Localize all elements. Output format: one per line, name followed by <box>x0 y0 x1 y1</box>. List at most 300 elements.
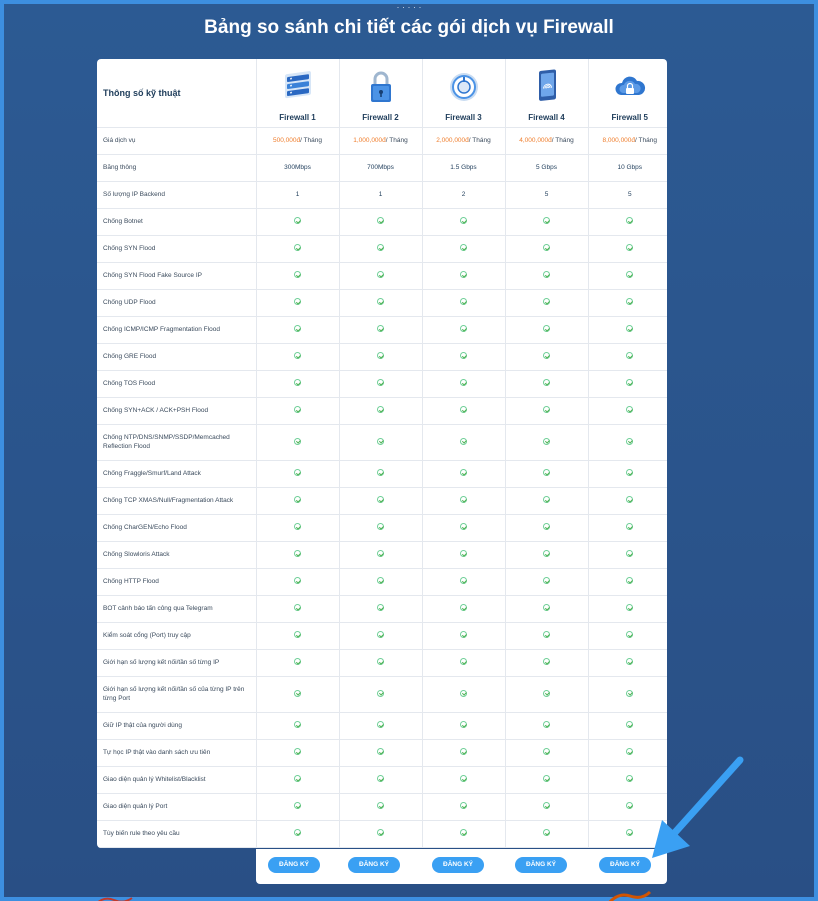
page-title: Bảng so sánh chi tiết các gói dịch vụ Firewall <box>204 17 614 38</box>
decorative-shape-icon <box>94 896 134 901</box>
feature-cell <box>422 514 505 541</box>
check-circle-icon <box>460 829 467 836</box>
check-circle-icon <box>294 496 301 503</box>
check-circle-icon <box>626 604 633 611</box>
feature-cell <box>339 424 422 460</box>
feature-cell <box>339 676 422 712</box>
feature-cell <box>505 766 588 793</box>
feature-label: Chống TCP XMAS/Null/Fragmentation Attack <box>97 487 256 514</box>
server-rack-icon <box>281 69 315 105</box>
check-circle-icon <box>626 523 633 530</box>
check-circle-icon <box>377 604 384 611</box>
feature-cell <box>422 649 505 676</box>
check-circle-icon <box>460 604 467 611</box>
check-circle-icon <box>626 550 633 557</box>
feature-label: Giới hạn số lượng kết nối/tần số từng IP <box>97 649 256 676</box>
check-circle-icon <box>543 298 550 305</box>
feature-cell <box>422 766 505 793</box>
price-cell: 8,000,000đ/ Tháng <box>588 127 667 154</box>
check-circle-icon <box>543 829 550 836</box>
check-circle-icon <box>377 217 384 224</box>
bandwidth-cell: 5 Gbps <box>505 154 588 181</box>
check-circle-icon <box>626 217 633 224</box>
table-row <box>97 289 667 316</box>
check-circle-icon <box>626 802 633 809</box>
check-circle-icon <box>543 523 550 530</box>
feature-cell <box>256 343 339 370</box>
spec-header: Thông số kỹ thuật <box>97 59 256 127</box>
feature-label: Giới hạn số lượng kết nối/tần số của từng IP trên từng Port <box>97 676 256 712</box>
table-row <box>97 424 667 460</box>
feature-cell <box>422 712 505 739</box>
check-circle-icon <box>543 631 550 638</box>
table-row <box>97 568 667 595</box>
check-circle-icon <box>543 217 550 224</box>
feature-cell <box>422 676 505 712</box>
check-circle-icon <box>543 244 550 251</box>
table-row <box>97 208 667 235</box>
plan-header <box>256 59 339 127</box>
check-circle-icon <box>626 577 633 584</box>
ip-backend-cell: 1 <box>339 181 422 208</box>
check-circle-icon <box>460 802 467 809</box>
feature-cell <box>256 820 339 847</box>
decorative-shape-icon <box>604 890 654 901</box>
check-circle-icon <box>294 802 301 809</box>
check-circle-icon <box>460 469 467 476</box>
register-button-strip <box>256 849 667 884</box>
check-circle-icon <box>294 748 301 755</box>
check-circle-icon <box>626 496 633 503</box>
check-circle-icon <box>294 271 301 278</box>
feature-cell <box>505 676 588 712</box>
plan-name: Firewall 3 <box>445 112 482 122</box>
check-circle-icon <box>460 577 467 584</box>
check-circle-icon <box>377 496 384 503</box>
register-button-firewall-2[interactable]: ĐĂNG KÝ <box>348 857 400 873</box>
feature-cell <box>339 622 422 649</box>
feature-label: Giao diện quản lý Whitelist/Blacklist <box>97 766 256 793</box>
feature-cell <box>588 676 667 712</box>
check-circle-icon <box>294 438 301 445</box>
feature-cell <box>505 289 588 316</box>
feature-cell <box>588 622 667 649</box>
check-circle-icon <box>626 352 633 359</box>
check-circle-icon <box>543 775 550 782</box>
price-cell: 500,000đ/ Tháng <box>256 127 339 154</box>
padlock-icon <box>364 69 398 105</box>
feature-cell <box>256 595 339 622</box>
check-circle-icon <box>377 523 384 530</box>
feature-cell <box>505 487 588 514</box>
table-row <box>97 487 667 514</box>
check-circle-icon <box>294 379 301 386</box>
comparison-table-card <box>97 59 667 848</box>
check-circle-icon <box>543 577 550 584</box>
check-circle-icon <box>626 658 633 665</box>
check-circle-icon <box>377 325 384 332</box>
check-circle-icon <box>626 271 633 278</box>
price-cell: 2,000,000đ/ Tháng <box>422 127 505 154</box>
feature-cell <box>588 397 667 424</box>
check-circle-icon <box>460 550 467 557</box>
check-circle-icon <box>626 244 633 251</box>
feature-cell <box>256 262 339 289</box>
check-circle-icon <box>377 379 384 386</box>
check-circle-icon <box>377 775 384 782</box>
feature-cell <box>422 541 505 568</box>
feature-cell <box>256 370 339 397</box>
vault-dial-icon <box>447 69 481 105</box>
check-circle-icon <box>543 379 550 386</box>
feature-cell <box>505 370 588 397</box>
table-row <box>97 397 667 424</box>
table-row <box>97 343 667 370</box>
check-circle-icon <box>626 829 633 836</box>
feature-cell <box>256 397 339 424</box>
feature-cell <box>588 487 667 514</box>
feature-cell <box>422 793 505 820</box>
register-button-firewall-1[interactable]: ĐĂNG KÝ <box>268 857 320 873</box>
check-circle-icon <box>377 469 384 476</box>
feature-cell <box>422 487 505 514</box>
check-circle-icon <box>377 406 384 413</box>
feature-cell <box>422 739 505 766</box>
feature-cell <box>256 622 339 649</box>
table-row <box>97 739 667 766</box>
feature-cell <box>588 460 667 487</box>
feature-cell <box>256 289 339 316</box>
check-circle-icon <box>377 658 384 665</box>
feature-cell <box>588 712 667 739</box>
feature-cell <box>339 712 422 739</box>
table-row <box>97 676 667 712</box>
table-row <box>97 235 667 262</box>
check-circle-icon <box>626 406 633 413</box>
check-circle-icon <box>460 775 467 782</box>
feature-cell <box>505 424 588 460</box>
check-circle-icon <box>543 438 550 445</box>
plan-header <box>422 59 505 127</box>
feature-cell <box>422 460 505 487</box>
feature-label: Giao diện quản lý Port <box>97 793 256 820</box>
check-circle-icon <box>543 406 550 413</box>
feature-cell <box>339 460 422 487</box>
feature-cell <box>256 712 339 739</box>
feature-label: Chống Fraggle/Smurf/Land Attack <box>97 460 256 487</box>
check-circle-icon <box>294 406 301 413</box>
feature-cell <box>505 649 588 676</box>
feature-cell <box>256 208 339 235</box>
check-circle-icon <box>460 721 467 728</box>
check-circle-icon <box>626 775 633 782</box>
price-cell: 4,000,000đ/ Tháng <box>505 127 588 154</box>
check-circle-icon <box>543 721 550 728</box>
feature-cell <box>505 568 588 595</box>
plan-header <box>505 59 588 127</box>
feature-label: Tự học IP thật vào danh sách ưu tiên <box>97 739 256 766</box>
table-row <box>97 649 667 676</box>
register-button-firewall-4[interactable]: ĐĂNG KÝ <box>515 857 567 873</box>
check-circle-icon <box>377 550 384 557</box>
feature-cell <box>505 712 588 739</box>
feature-cell <box>422 235 505 262</box>
feature-cell <box>256 541 339 568</box>
feature-cell <box>505 541 588 568</box>
check-circle-icon <box>377 829 384 836</box>
feature-cell <box>422 595 505 622</box>
bandwidth-cell: 700Mbps <box>339 154 422 181</box>
feature-cell <box>505 595 588 622</box>
check-circle-icon <box>460 325 467 332</box>
feature-cell <box>339 541 422 568</box>
check-circle-icon <box>294 469 301 476</box>
check-circle-icon <box>294 577 301 584</box>
feature-cell <box>256 676 339 712</box>
table-row <box>97 514 667 541</box>
check-circle-icon <box>294 775 301 782</box>
check-circle-icon <box>543 325 550 332</box>
feature-cell <box>339 487 422 514</box>
table-row <box>97 622 667 649</box>
check-circle-icon <box>460 631 467 638</box>
check-circle-icon <box>377 748 384 755</box>
plan-header <box>588 59 667 127</box>
feature-label: Kiểm soát cổng (Port) truy cập <box>97 622 256 649</box>
table-row <box>97 370 667 397</box>
feature-cell <box>339 289 422 316</box>
check-circle-icon <box>543 496 550 503</box>
register-button-firewall-5[interactable]: ĐĂNG KÝ <box>599 857 651 873</box>
feature-label: Chống Slowloris Attack <box>97 541 256 568</box>
check-circle-icon <box>377 631 384 638</box>
table-row <box>97 181 667 208</box>
table-row <box>97 595 667 622</box>
feature-cell <box>256 316 339 343</box>
feature-cell <box>339 235 422 262</box>
plan-name: Firewall 5 <box>611 112 648 122</box>
feature-cell <box>256 235 339 262</box>
feature-cell <box>588 235 667 262</box>
row-label: Băng thông <box>97 154 256 181</box>
feature-cell <box>588 514 667 541</box>
feature-cell <box>505 343 588 370</box>
table-row <box>97 127 667 154</box>
table-row <box>97 316 667 343</box>
check-circle-icon <box>543 658 550 665</box>
feature-cell <box>422 208 505 235</box>
price-cell: 1,000,000đ/ Tháng <box>339 127 422 154</box>
check-circle-icon <box>294 244 301 251</box>
check-circle-icon <box>294 325 301 332</box>
feature-cell <box>256 514 339 541</box>
check-circle-icon <box>460 658 467 665</box>
check-circle-icon <box>294 829 301 836</box>
feature-cell <box>422 820 505 847</box>
feature-cell <box>505 514 588 541</box>
table-row <box>97 541 667 568</box>
feature-cell <box>422 397 505 424</box>
table-row <box>97 262 667 289</box>
feature-cell <box>422 289 505 316</box>
table-row <box>97 460 667 487</box>
check-circle-icon <box>543 748 550 755</box>
check-circle-icon <box>460 271 467 278</box>
feature-label: Chống ICMP/ICMP Fragmentation Flood <box>97 316 256 343</box>
fingerprint-phone-icon <box>530 69 564 105</box>
check-circle-icon <box>626 690 633 697</box>
check-circle-icon <box>294 658 301 665</box>
check-circle-icon <box>626 631 633 638</box>
check-circle-icon <box>294 217 301 224</box>
feature-cell <box>588 208 667 235</box>
feature-cell <box>339 514 422 541</box>
ip-backend-cell: 5 <box>588 181 667 208</box>
feature-cell <box>339 568 422 595</box>
check-circle-icon <box>377 690 384 697</box>
feature-cell <box>339 208 422 235</box>
feature-cell <box>505 622 588 649</box>
check-circle-icon <box>460 496 467 503</box>
check-circle-icon <box>294 690 301 697</box>
bandwidth-cell: 10 Gbps <box>588 154 667 181</box>
feature-cell <box>588 316 667 343</box>
check-circle-icon <box>294 298 301 305</box>
comparison-table <box>97 59 667 848</box>
feature-cell <box>339 316 422 343</box>
feature-cell <box>256 460 339 487</box>
feature-label: Chống NTP/DNS/SNMP/SSDP/Memcached Reflection Flood <box>97 424 256 460</box>
feature-cell <box>588 370 667 397</box>
check-circle-icon <box>626 469 633 476</box>
top-text-fragment: · · · · · <box>396 4 422 12</box>
table-row <box>97 793 667 820</box>
bandwidth-cell: 300Mbps <box>256 154 339 181</box>
feature-cell <box>339 766 422 793</box>
check-circle-icon <box>543 469 550 476</box>
feature-cell <box>505 262 588 289</box>
feature-cell <box>339 793 422 820</box>
feature-label: Chống UDP Flood <box>97 289 256 316</box>
check-circle-icon <box>460 748 467 755</box>
feature-cell <box>505 208 588 235</box>
check-circle-icon <box>377 802 384 809</box>
feature-label: Chống TOS Flood <box>97 370 256 397</box>
feature-cell <box>588 424 667 460</box>
check-circle-icon <box>626 721 633 728</box>
check-circle-icon <box>543 690 550 697</box>
feature-cell <box>422 622 505 649</box>
check-circle-icon <box>460 217 467 224</box>
check-circle-icon <box>626 379 633 386</box>
plan-name: Firewall 4 <box>528 112 565 122</box>
table-row <box>97 820 667 847</box>
check-circle-icon <box>626 438 633 445</box>
feature-cell <box>588 568 667 595</box>
feature-label: Chống CharGEN/Echo Flood <box>97 514 256 541</box>
check-circle-icon <box>626 298 633 305</box>
check-circle-icon <box>377 271 384 278</box>
pointer-arrow-icon <box>644 754 754 864</box>
check-circle-icon <box>377 244 384 251</box>
feature-cell <box>588 289 667 316</box>
cloud-lock-icon <box>613 69 647 105</box>
feature-cell <box>505 739 588 766</box>
feature-cell <box>339 739 422 766</box>
feature-cell <box>422 316 505 343</box>
feature-cell <box>339 595 422 622</box>
feature-label: BOT cảnh báo tấn công qua Telegram <box>97 595 256 622</box>
table-row <box>97 712 667 739</box>
check-circle-icon <box>377 438 384 445</box>
feature-cell <box>505 397 588 424</box>
check-circle-icon <box>377 577 384 584</box>
feature-label: Chống SYN+ACK / ACK+PSH Flood <box>97 397 256 424</box>
feature-label: Chống SYN Flood Fake Source IP <box>97 262 256 289</box>
ip-backend-cell: 5 <box>505 181 588 208</box>
feature-cell <box>422 262 505 289</box>
check-circle-icon <box>377 721 384 728</box>
check-circle-icon <box>294 721 301 728</box>
feature-cell <box>339 649 422 676</box>
plan-header <box>339 59 422 127</box>
feature-cell <box>256 739 339 766</box>
feature-cell <box>588 595 667 622</box>
feature-cell <box>256 487 339 514</box>
plan-name: Firewall 1 <box>279 112 316 122</box>
feature-cell <box>505 793 588 820</box>
check-circle-icon <box>460 352 467 359</box>
table-row <box>97 154 667 181</box>
check-circle-icon <box>460 244 467 251</box>
check-circle-icon <box>543 604 550 611</box>
check-circle-icon <box>543 802 550 809</box>
feature-cell <box>505 460 588 487</box>
plan-name: Firewall 2 <box>362 112 399 122</box>
feature-cell <box>339 397 422 424</box>
feature-cell <box>422 424 505 460</box>
register-button-firewall-3[interactable]: ĐĂNG KÝ <box>432 857 484 873</box>
feature-cell <box>588 262 667 289</box>
feature-label: Chống GRE Flood <box>97 343 256 370</box>
feature-cell <box>256 568 339 595</box>
feature-cell <box>588 541 667 568</box>
check-circle-icon <box>460 438 467 445</box>
check-circle-icon <box>460 690 467 697</box>
feature-cell <box>339 820 422 847</box>
check-circle-icon <box>294 604 301 611</box>
feature-cell <box>422 568 505 595</box>
feature-cell <box>505 235 588 262</box>
check-circle-icon <box>543 352 550 359</box>
feature-label: Chống Botnet <box>97 208 256 235</box>
feature-cell <box>505 316 588 343</box>
feature-label: Chống SYN Flood <box>97 235 256 262</box>
feature-cell <box>256 766 339 793</box>
feature-cell <box>339 262 422 289</box>
feature-cell <box>422 370 505 397</box>
check-circle-icon <box>377 352 384 359</box>
feature-cell <box>256 649 339 676</box>
table-row <box>97 766 667 793</box>
feature-cell <box>505 820 588 847</box>
check-circle-icon <box>294 352 301 359</box>
check-circle-icon <box>377 298 384 305</box>
feature-cell <box>588 649 667 676</box>
check-circle-icon <box>460 298 467 305</box>
feature-label: Giữ IP thật của người dùng <box>97 712 256 739</box>
table-header-row <box>97 59 667 127</box>
